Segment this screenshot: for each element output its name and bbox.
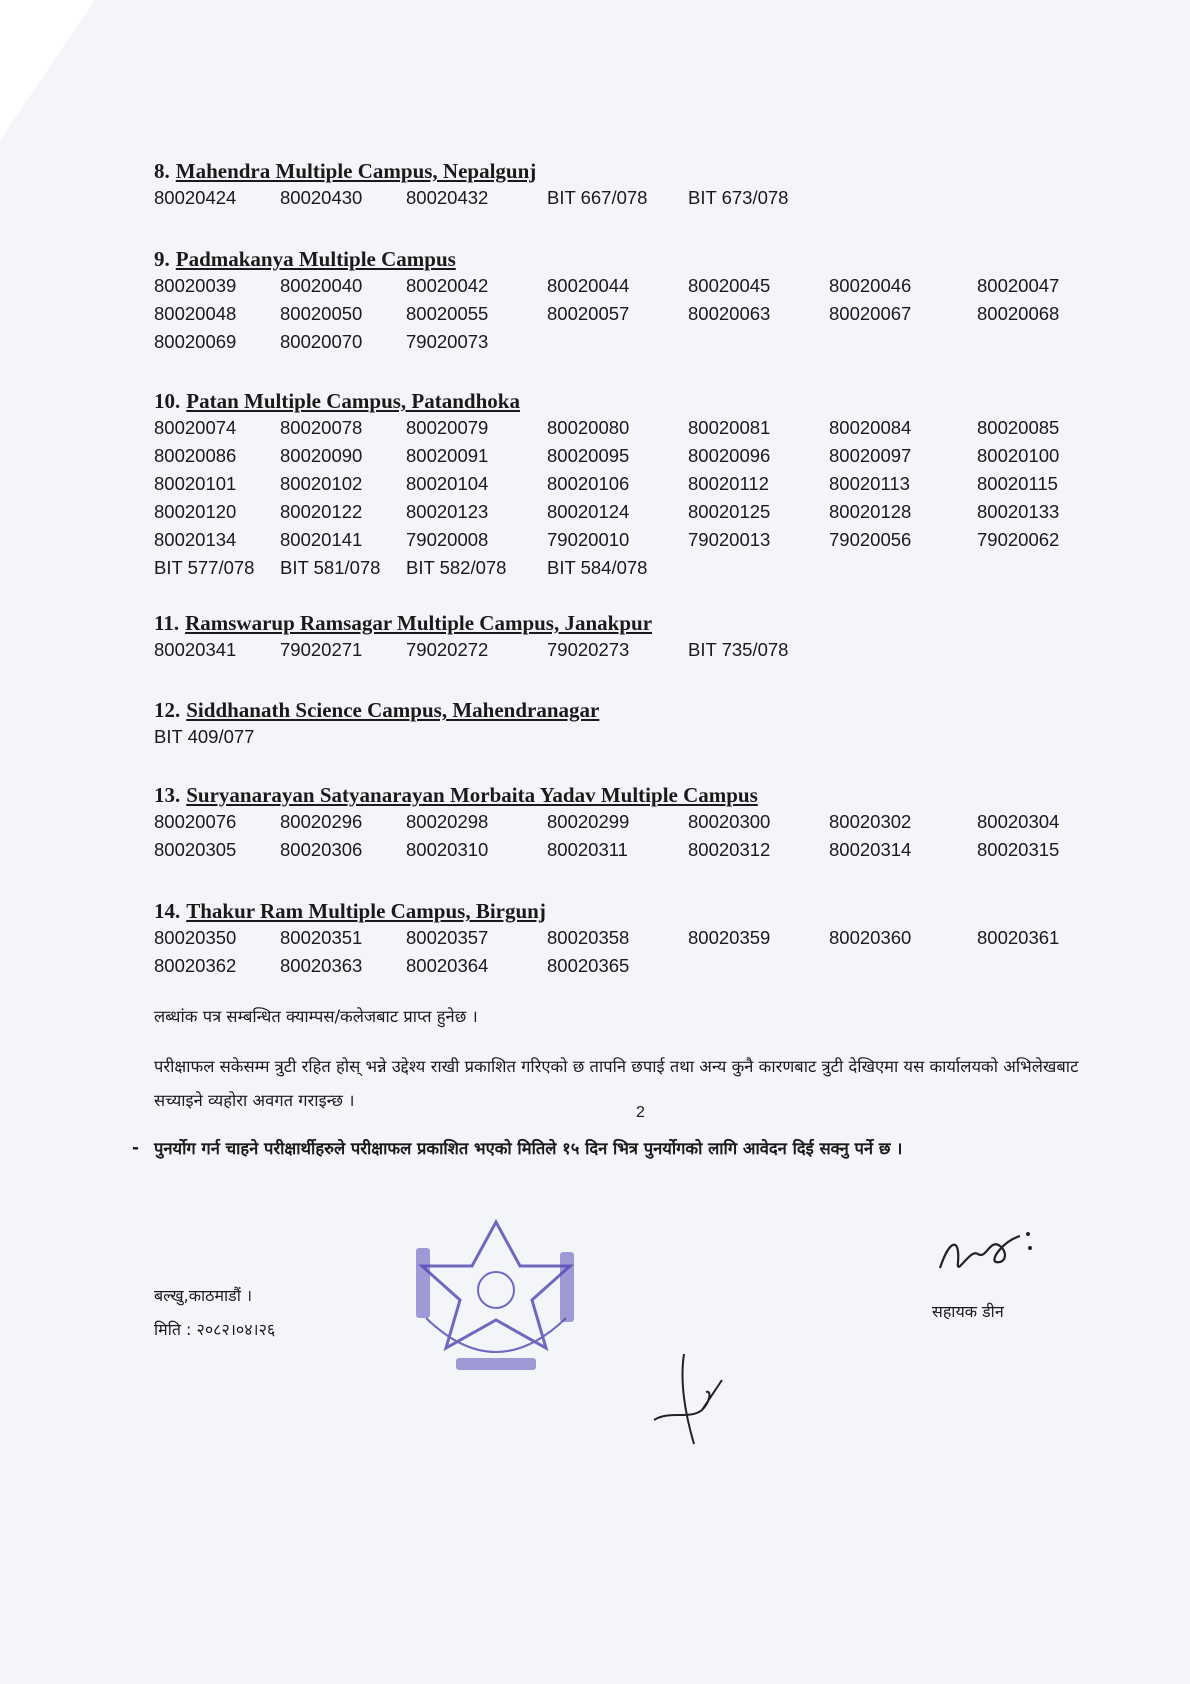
roll-number: 80020350 (154, 927, 237, 948)
roll-number: 80020363 (280, 955, 363, 976)
roll-number: 80020079 (406, 417, 489, 438)
roll-number: 80020050 (280, 303, 363, 324)
roll-number: 80020300 (688, 811, 771, 832)
roll-number-list (154, 272, 1094, 356)
roll-number: 80020357 (406, 927, 489, 948)
roll-number: BIT 577/078 (154, 557, 255, 578)
roll-number: 80020310 (406, 839, 489, 860)
campus-name: Ramswarup Ramsagar Multiple Campus, Janakpur (185, 611, 653, 635)
roll-number: 80020039 (154, 275, 237, 296)
roll-number: 80020044 (547, 275, 630, 296)
roll-number: 80020068 (977, 303, 1060, 324)
roll-number: 80020299 (547, 811, 630, 832)
error-notice: परीक्षाफल सकेसम्म त्रुटी रहित होस् भन्ने उद्देश्य राखी प्रकाशित गरिएको छ तापनि छपाई तथा अन्य कुनै कारणबाट त्रुटी देखिएमा यस कार्यालयको अभिलेखबाट सच्याइने व्यहोरा अवगत गराइन्छ । (154, 1057, 1079, 1110)
roll-number: 80020361 (977, 927, 1060, 948)
roll-number: 80020042 (406, 275, 489, 296)
roll-number-list (154, 808, 1094, 864)
section-9 (154, 246, 1094, 356)
roll-number: 80020106 (547, 473, 630, 494)
roll-number: 80020315 (977, 839, 1060, 860)
roll-number: 80020096 (688, 445, 771, 466)
roll-number: 80020311 (547, 839, 628, 860)
initial-signature (650, 1350, 730, 1465)
dean-signature (930, 1218, 1040, 1293)
roll-number: 79020073 (406, 331, 489, 352)
section-heading: 8. Mahendra Multiple Campus, Nepalgunj (154, 159, 537, 183)
roll-number: 80020076 (154, 811, 237, 832)
section-heading: 12. Siddhanath Science Campus, Mahendranagar (154, 698, 600, 722)
roll-number: 79020062 (977, 529, 1060, 550)
roll-number: 80020359 (688, 927, 771, 948)
campus-name: Mahendra Multiple Campus, Nepalgunj (175, 159, 537, 183)
roll-number: 80020104 (406, 473, 489, 494)
roll-number: 80020055 (406, 303, 489, 324)
roll-number: 80020296 (280, 811, 363, 832)
roll-number: 80020302 (829, 811, 912, 832)
campus-name: Thakur Ram Multiple Campus, Birgunj (186, 899, 546, 923)
roll-number: 79020271 (280, 639, 363, 660)
roll-number: 80020084 (829, 417, 912, 438)
roll-number: 79020272 (406, 639, 489, 660)
roll-number: 79020008 (406, 529, 489, 550)
roll-number: 80020100 (977, 445, 1060, 466)
roll-number: 80020097 (829, 445, 912, 466)
section-10 (154, 388, 1094, 582)
section-heading: 13. Suryanarayan Satyanarayan Morbaita Yadav Multiple Campus (154, 783, 758, 807)
roll-number: 80020133 (977, 501, 1060, 522)
roll-number: 79020010 (547, 529, 630, 550)
roll-number: 80020341 (154, 639, 237, 660)
roll-number: 80020112 (688, 473, 769, 494)
roll-number: 80020040 (280, 275, 363, 296)
roll-number: 79020013 (688, 529, 771, 550)
roll-number: 80020304 (977, 811, 1060, 832)
roll-number: 80020070 (280, 331, 363, 352)
roll-number: 80020063 (688, 303, 771, 324)
roll-number: 80020134 (154, 529, 237, 550)
roll-number: 80020115 (977, 473, 1058, 494)
folded-corner (0, 0, 95, 140)
institute-seal (396, 1208, 596, 1413)
roll-number: 80020360 (829, 927, 912, 948)
campus-name: Patan Multiple Campus, Patandhoka (186, 389, 520, 413)
roll-number: 79020056 (829, 529, 912, 550)
roll-number: BIT 584/078 (547, 557, 648, 578)
roll-number: 80020067 (829, 303, 912, 324)
roll-number: 80020101 (154, 473, 237, 494)
issue-date: मिति : २०८२।०४।२६ (154, 1320, 276, 1339)
section-heading: 9. Padmakanya Multiple Campus (154, 247, 456, 271)
roll-number: 80020057 (547, 303, 630, 324)
roll-number: 80020080 (547, 417, 630, 438)
roll-number: 80020081 (688, 417, 771, 438)
section-11 (154, 610, 1094, 664)
roll-number: 80020125 (688, 501, 771, 522)
section-13 (154, 782, 1094, 864)
campus-name: Suryanarayan Satyanarayan Morbaita Yadav Multiple Campus (186, 783, 758, 807)
roll-number-list (154, 414, 1094, 582)
place: बल्खु,काठमाडौं । (154, 1286, 253, 1305)
roll-number: 80020124 (547, 501, 630, 522)
roll-number: 80020048 (154, 303, 237, 324)
roll-number: BIT 667/078 (547, 187, 648, 208)
roll-number: 80020305 (154, 839, 237, 860)
roll-number: 80020095 (547, 445, 630, 466)
section-14 (154, 898, 1094, 980)
roll-number-list (154, 184, 1094, 212)
roll-number: 80020312 (688, 839, 771, 860)
roll-number: 80020091 (406, 445, 489, 466)
signatory-title: सहायक डीन (932, 1302, 1004, 1321)
roll-number: 80020078 (280, 417, 363, 438)
roll-number-list (154, 723, 1094, 751)
roll-number: 80020432 (406, 187, 489, 208)
roll-number: 80020123 (406, 501, 489, 522)
campus-name: Padmakanya Multiple Campus (175, 247, 456, 271)
roll-number: 80020102 (280, 473, 363, 494)
roll-number: 80020046 (829, 275, 912, 296)
roll-number: 80020358 (547, 927, 630, 948)
roll-number: BIT 735/078 (688, 639, 789, 660)
roll-number: BIT 409/077 (154, 726, 255, 747)
retotal-notice: पुनर्योग गर्न चाहने परीक्षार्थीहरुले परीक्षाफल प्रकाशित भएको मितिले १५ दिन भित्र पुनर्योगको लागि आवेदन दिई सक्नु पर्ने छ । (154, 1139, 903, 1158)
roll-number: 80020141 (280, 529, 363, 550)
roll-number: 80020045 (688, 275, 771, 296)
roll-number: 80020047 (977, 275, 1060, 296)
roll-number: 80020069 (154, 331, 237, 352)
section-12 (154, 697, 1094, 751)
roll-number: 80020424 (154, 187, 237, 208)
roll-number: 80020113 (829, 473, 910, 494)
roll-number: 80020074 (154, 417, 237, 438)
roll-number: 80020086 (154, 445, 237, 466)
roll-number: 80020090 (280, 445, 363, 466)
roll-number: 80020120 (154, 501, 237, 522)
section-8 (154, 158, 1094, 212)
section-heading: 11. Ramswarup Ramsagar Multiple Campus, Janakpur (154, 611, 653, 635)
roll-number: 80020365 (547, 955, 630, 976)
roll-number: 80020430 (280, 187, 363, 208)
roll-number: 80020085 (977, 417, 1060, 438)
roll-number: 80020298 (406, 811, 489, 832)
roll-number: 80020128 (829, 501, 912, 522)
roll-number: 80020364 (406, 955, 489, 976)
page-number: 2 (636, 1104, 645, 1121)
campus-name: Siddhanath Science Campus, Mahendranagar (186, 698, 600, 722)
roll-number: 79020273 (547, 639, 630, 660)
bullet-dash: - (132, 1138, 140, 1158)
roll-number: 80020314 (829, 839, 912, 860)
roll-number: 80020351 (280, 927, 363, 948)
roll-number: 80020122 (280, 501, 363, 522)
roll-number: BIT 673/078 (688, 187, 789, 208)
roll-number: BIT 582/078 (406, 557, 507, 578)
section-heading: 10. Patan Multiple Campus, Patandhoka (154, 389, 520, 413)
roll-number: BIT 581/078 (280, 557, 381, 578)
roll-number-list (154, 924, 1094, 980)
marksheet-note: लब्धांक पत्र सम्बन्धित क्याम्पस/कलेजबाट प्राप्त हुनेछ । (154, 1007, 478, 1026)
roll-number-list (154, 636, 1094, 664)
roll-number: 80020362 (154, 955, 237, 976)
roll-number: 80020306 (280, 839, 363, 860)
section-heading: 14. Thakur Ram Multiple Campus, Birgunj (154, 899, 546, 923)
